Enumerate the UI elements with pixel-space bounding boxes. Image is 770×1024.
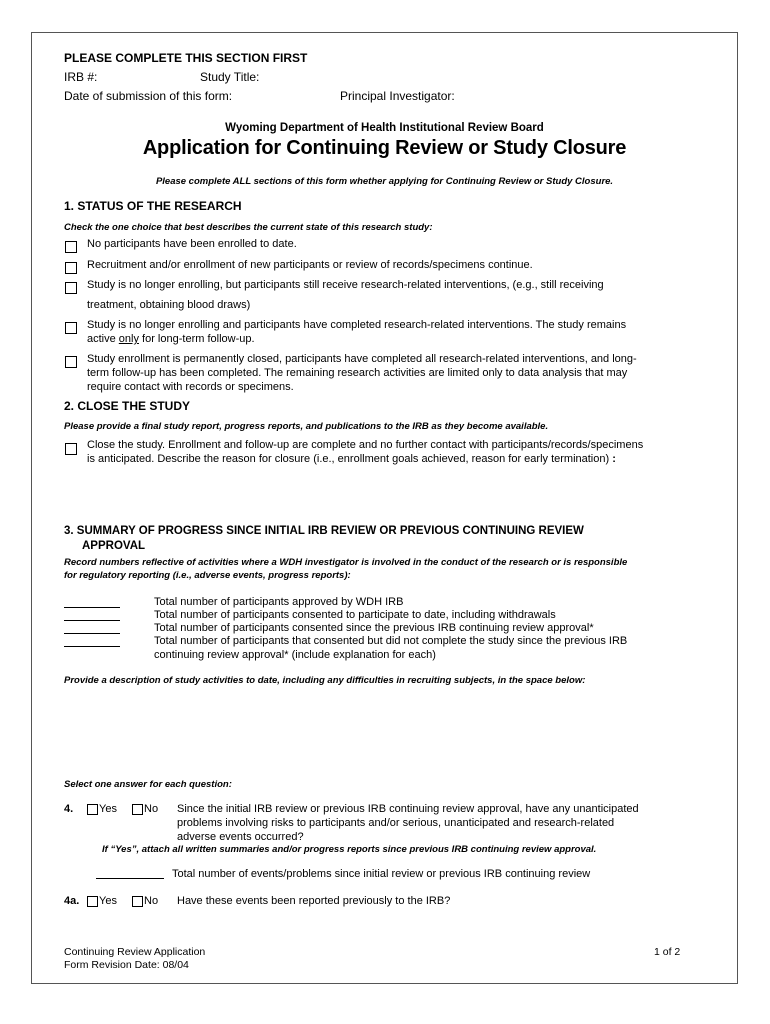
not-completed-label-line2: continuing review approval* (include explanation for each) (154, 649, 436, 661)
status-option-5-label-line1: Study enrollment is permanently closed, participants have completed all research-related interventions, and long- (87, 353, 637, 365)
close-study-label-line1: Close the study. Enrollment and follow-up are complete and no further contact with participants/records/specimens (87, 439, 644, 451)
principal-investigator-field[interactable] (470, 88, 710, 102)
description-prompt: Provide a description of study activities to date, including any difficulties in recruiting subjects, in the space below: (64, 675, 586, 686)
closure-reason-field[interactable] (87, 471, 707, 519)
footer-revision-date: Form Revision Date: 08/04 (64, 959, 189, 971)
not-completed-field[interactable] (64, 646, 120, 647)
status-option-4-checkbox[interactable] (65, 322, 77, 334)
section-2-instruction: Please provide a final study report, progress reports, and publications to the IRB as they become available. (64, 421, 549, 432)
question-4-yes-checkbox[interactable] (87, 804, 98, 815)
question-4a-yes-checkbox[interactable] (87, 896, 98, 907)
form-page (31, 32, 738, 984)
select-answer-prompt: Select one answer for each question: (64, 779, 232, 790)
section-3-heading-line1: 3. SUMMARY OF PROGRESS SINCE INITIAL IRB REVIEW OR PREVIOUS CONTINUING REVIEW (64, 525, 584, 537)
consented-total-label: Total number of participants consented to participate to date, including withdrawals (154, 609, 556, 621)
close-study-label-line2: is anticipated. Describe the reason for closure (i.e., enrollment goals achieved, reason for early termination) : (87, 453, 616, 465)
status-option-2-checkbox[interactable] (65, 262, 77, 274)
question-4-yes-label: Yes (99, 803, 117, 815)
consented-since-label: Total number of participants consented since the previous IRB continuing review approval* (154, 622, 594, 634)
question-4-number: 4. (64, 803, 74, 815)
question-4a-number: 4a. (64, 895, 80, 907)
question-4-text-line3: adverse events occurred? (177, 831, 304, 843)
question-4-no-label: No (144, 803, 159, 815)
section-1-instruction: Check the one choice that best describes the current state of this research study: (64, 222, 433, 233)
events-total-field[interactable] (96, 878, 164, 879)
form-instructions: Please complete ALL sections of this form whether applying for Continuing Review or Study Closure. (155, 176, 614, 187)
status-option-4-label-line1: Study is no longer enrolling and participants have completed research-related interventions. The study remains (87, 319, 627, 331)
section-first-heading: PLEASE COMPLETE THIS SECTION FIRST (64, 51, 308, 65)
question-4a-yes-label: Yes (99, 895, 117, 907)
organization-name: Wyoming Department of Health Institutional Review Board (225, 122, 544, 134)
study-title-label: Study Title: (200, 70, 260, 84)
question-4-text-line1: Since the initial IRB review or previous IRB continuing review approval, have any unanticipated (177, 803, 639, 815)
section-3-heading-line2: APPROVAL (82, 540, 146, 552)
question-4-text-line2: problems involving risks to participants and/or serious, unanticipated and research-related (177, 817, 615, 829)
principal-investigator-label: Principal Investigator: (340, 89, 455, 103)
status-option-3-label-line2: treatment, obtaining blood draws) (87, 299, 251, 311)
status-option-3-label-line1: Study is no longer enrolling, but participants still receive research-related interventions, (e.g., still receiving (87, 279, 604, 291)
events-total-label: Total number of events/problems since initial review or previous IRB continuing review (172, 868, 591, 880)
footer-page-number: 1 of 2 (654, 946, 681, 958)
question-4a-no-checkbox[interactable] (132, 896, 143, 907)
status-option-5-label-line2: term follow-up has been completed. The remaining research activities are limited only to data analysis that may (87, 367, 628, 379)
section-1-heading: 1. STATUS OF THE RESEARCH (64, 199, 242, 213)
status-option-2-label: Recruitment and/or enrollment of new participants or review of records/specimens continue. (87, 259, 533, 271)
status-option-5-checkbox[interactable] (65, 356, 77, 368)
study-title-field[interactable] (270, 69, 710, 83)
not-completed-label-line1: Total number of participants that consented but did not complete the study since the previous IRB (154, 635, 628, 647)
close-study-checkbox[interactable] (65, 443, 77, 455)
form-title: Application for Continuing Review or Study Closure (142, 137, 627, 159)
irb-number-label: IRB #: (64, 70, 98, 84)
irb-number-field[interactable] (104, 69, 194, 83)
question-4a-no-label: No (144, 895, 159, 907)
section-3-instruction-line2: for regulatory reporting (i.e., adverse events, progress reports): (64, 570, 351, 581)
section-3-instruction-line1: Record numbers reflective of activities where a WDH investigator is involved in the conduct of the research or is responsible (64, 557, 628, 568)
consented-since-field[interactable] (64, 633, 120, 634)
status-option-1-label: No participants have been enrolled to date. (87, 238, 297, 250)
submission-date-label: Date of submission of this form: (64, 89, 233, 103)
study-activities-description-field[interactable] (64, 693, 704, 773)
question-4-no-checkbox[interactable] (132, 804, 143, 815)
section-2-heading: 2. CLOSE THE STUDY (64, 399, 191, 413)
submission-date-field[interactable] (250, 88, 330, 102)
question-4a-text: Have these events been reported previously to the IRB? (177, 895, 451, 907)
footer-form-name: Continuing Review Application (64, 946, 206, 958)
status-option-3-checkbox[interactable] (65, 282, 77, 294)
status-option-4-label-line2: active only for long-term follow-up. (87, 333, 255, 345)
status-option-5-label-line3: require contact with records or specimens. (87, 381, 294, 393)
approved-count-field[interactable] (64, 607, 120, 608)
approved-count-label: Total number of participants approved by WDH IRB (154, 596, 404, 608)
consented-total-field[interactable] (64, 620, 120, 621)
status-option-1-checkbox[interactable] (65, 241, 77, 253)
question-4-note: If “Yes”, attach all written summaries and/or progress reports since previous IRB continuing review approval. (102, 844, 597, 855)
